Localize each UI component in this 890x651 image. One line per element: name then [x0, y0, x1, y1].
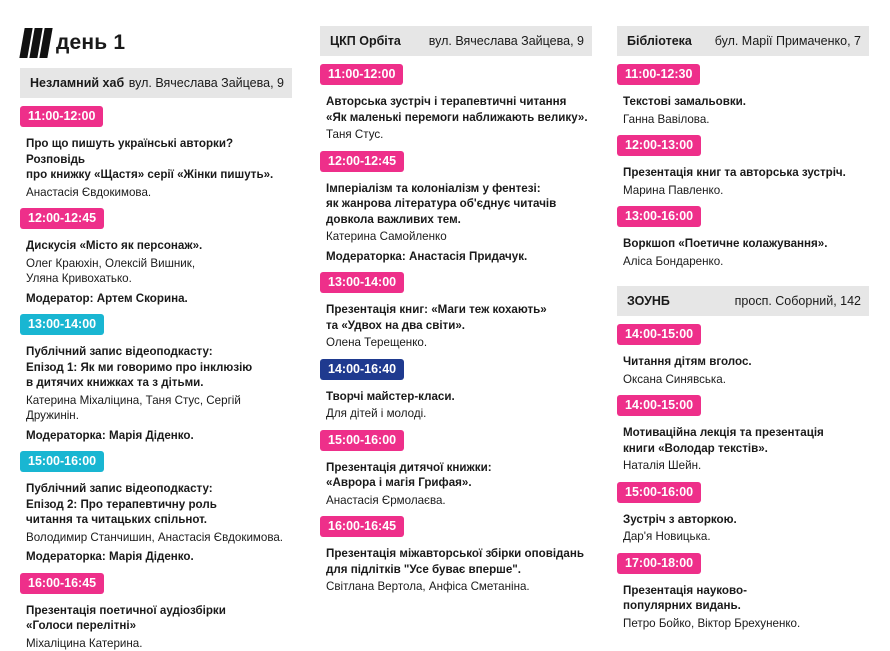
event-speakers: Аліса Бондаренко. [617, 254, 869, 270]
event-title: Дискусія «Місто як персонаж». [20, 238, 292, 254]
venue-header [617, 286, 869, 316]
venue-header [20, 68, 292, 98]
event-title: Презентація дитячої книжки: «Аврора і магія Грифая». [320, 460, 592, 491]
time-badge: 15:00-16:00 [320, 430, 404, 451]
time-badge: 13:00-16:00 [617, 206, 701, 227]
event-speakers: Катерина Міхаліцина, Таня Стус, Сергій Дружинін. [20, 393, 292, 424]
event-title: Мотиваційна лекція та презентація книги «Володар текстів». [617, 425, 869, 456]
event-moderator: Модераторка: Анастасія Придачук. [320, 249, 592, 265]
time-badge: 11:00-12:00 [320, 64, 403, 85]
venue-header [617, 26, 869, 56]
venue-name: ЗОУНБ [627, 294, 670, 308]
event-item [320, 359, 592, 422]
schedule-column-3 [617, 26, 869, 631]
event-speakers: Таня Стус. [320, 127, 592, 143]
time-badge: 17:00-18:00 [617, 553, 701, 574]
event-moderator: Модераторка: Марія Діденко. [20, 428, 292, 444]
event-item [617, 64, 869, 127]
event-speakers: Оксана Синявська. [617, 372, 869, 388]
logo-icon [20, 28, 50, 58]
event-item [20, 451, 292, 565]
event-item [320, 151, 592, 265]
event-item [320, 272, 592, 351]
time-badge: 11:00-12:00 [20, 106, 103, 127]
time-badge: 16:00-16:45 [20, 573, 104, 594]
time-badge: 13:00-14:00 [20, 314, 104, 335]
venue-section [320, 26, 592, 595]
time-badge: 13:00-14:00 [320, 272, 404, 293]
event-speakers: Олег Краюхін, Олексій Вишник, Уляна Кривохатько. [20, 256, 292, 287]
event-item [320, 430, 592, 509]
event-item [617, 553, 869, 632]
event-speakers: Марина Павленко. [617, 183, 869, 199]
event-item [320, 516, 592, 595]
event-speakers: Ганна Вавілова. [617, 112, 869, 128]
event-speakers: Петро Бойко, Віктор Брехуненко. [617, 616, 869, 632]
event-speakers: Анастасія Євдокимова. [20, 185, 292, 201]
event-item [20, 314, 292, 443]
event-speakers: Анастасія Єрмолаєва. [320, 493, 592, 509]
time-badge: 12:00-12:45 [20, 208, 104, 229]
event-title: Публічний запис відеоподкасту: Епізод 1: Як ми говоримо про інклюзію в дитячих книжках та з дітьми. [20, 344, 292, 391]
event-title: Презентація міжавторської збірки оповідань для підлітків "Усе буває вперше". [320, 546, 592, 577]
event-speakers: Міхаліцина Катерина. [20, 636, 292, 651]
event-speakers: Наталія Шейн. [617, 458, 869, 474]
event-title: Авторська зустріч і терапевтичні читання «Як маленькі перемоги наближають велику». [320, 94, 592, 125]
event-moderator: Модератор: Артем Скорина. [20, 291, 292, 307]
time-badge: 11:00-12:30 [617, 64, 700, 85]
venue-section [20, 68, 292, 651]
time-badge: 14:00-15:00 [617, 324, 701, 345]
event-item [320, 64, 592, 143]
venue-address: вул. Вячеслава Зайцева, 9 [429, 34, 584, 48]
event-speakers: Катерина Самойленко [320, 229, 592, 245]
time-badge: 15:00-16:00 [617, 482, 701, 503]
venue-section [617, 26, 869, 269]
venue-address: просп. Соборний, 142 [735, 294, 861, 308]
event-item [617, 206, 869, 269]
time-badge: 16:00-16:45 [320, 516, 404, 537]
event-speakers: Олена Терещенко. [320, 335, 592, 351]
schedule-column-1 [20, 68, 292, 651]
event-title: Читання дітям вголос. [617, 354, 869, 370]
event-title: Презентація книг та авторська зустріч. [617, 165, 869, 181]
event-speakers: Світлана Вертола, Анфіса Сметаніна. [320, 579, 592, 595]
event-speakers: Дар'я Новицька. [617, 529, 869, 545]
event-item [20, 573, 292, 651]
event-item [617, 395, 869, 474]
event-item [617, 324, 869, 387]
time-badge: 14:00-15:00 [617, 395, 701, 416]
event-title: Презентація книг: «Маги теж кохають» та «Удвох на два світи». [320, 302, 592, 333]
event-item [617, 482, 869, 545]
event-moderator: Модераторка: Марія Діденко. [20, 549, 292, 565]
event-title: Презентація науково- популярних видань. [617, 583, 869, 614]
event-title: Воркшоп «Поетичне колажування». [617, 236, 869, 252]
event-title: Публічний запис відеоподкасту: Епізод 2: Про терапевтичну роль читання та читацьких спільнот. [20, 481, 292, 528]
time-badge: 12:00-12:45 [320, 151, 404, 172]
time-badge: 14:00-16:40 [320, 359, 404, 380]
venue-name: Незламний хаб [30, 76, 124, 90]
event-speakers: Для дітей і молоді. [320, 406, 592, 422]
venue-name: Бібліотека [627, 34, 692, 48]
venue-header [320, 26, 592, 56]
event-title: Про що пишуть українські авторки? Розповідь про книжку «Щастя» серії «Жінки пишуть». [20, 136, 292, 183]
event-title: Презентація поетичної аудіозбірки «Голоси перелітні» [20, 603, 292, 634]
schedule-column-2 [320, 26, 592, 595]
event-title: Імперіалізм та колоніалізм у фентезі: як жанрова література об'єднує читачів довкола важливих тем. [320, 181, 592, 228]
event-title: Зустріч з авторкою. [617, 512, 869, 528]
venue-address: вул. Вячеслава Зайцева, 9 [129, 76, 284, 90]
event-item [20, 106, 292, 200]
time-badge: 15:00-16:00 [20, 451, 104, 472]
page-title: день 1 [56, 31, 125, 55]
venue-name: ЦКП Орбіта [330, 34, 401, 48]
venue-address: бул. Марії Примаченко, 7 [715, 34, 861, 48]
event-item [617, 135, 869, 198]
event-title: Текстові замальовки. [617, 94, 869, 110]
event-title: Творчі майстер-класи. [320, 389, 592, 405]
event-item [20, 208, 292, 306]
page-header [20, 28, 125, 58]
venue-section [617, 286, 869, 631]
event-speakers: Володимир Станчишин, Анастасія Євдокимова. [20, 530, 292, 546]
time-badge: 12:00-13:00 [617, 135, 701, 156]
